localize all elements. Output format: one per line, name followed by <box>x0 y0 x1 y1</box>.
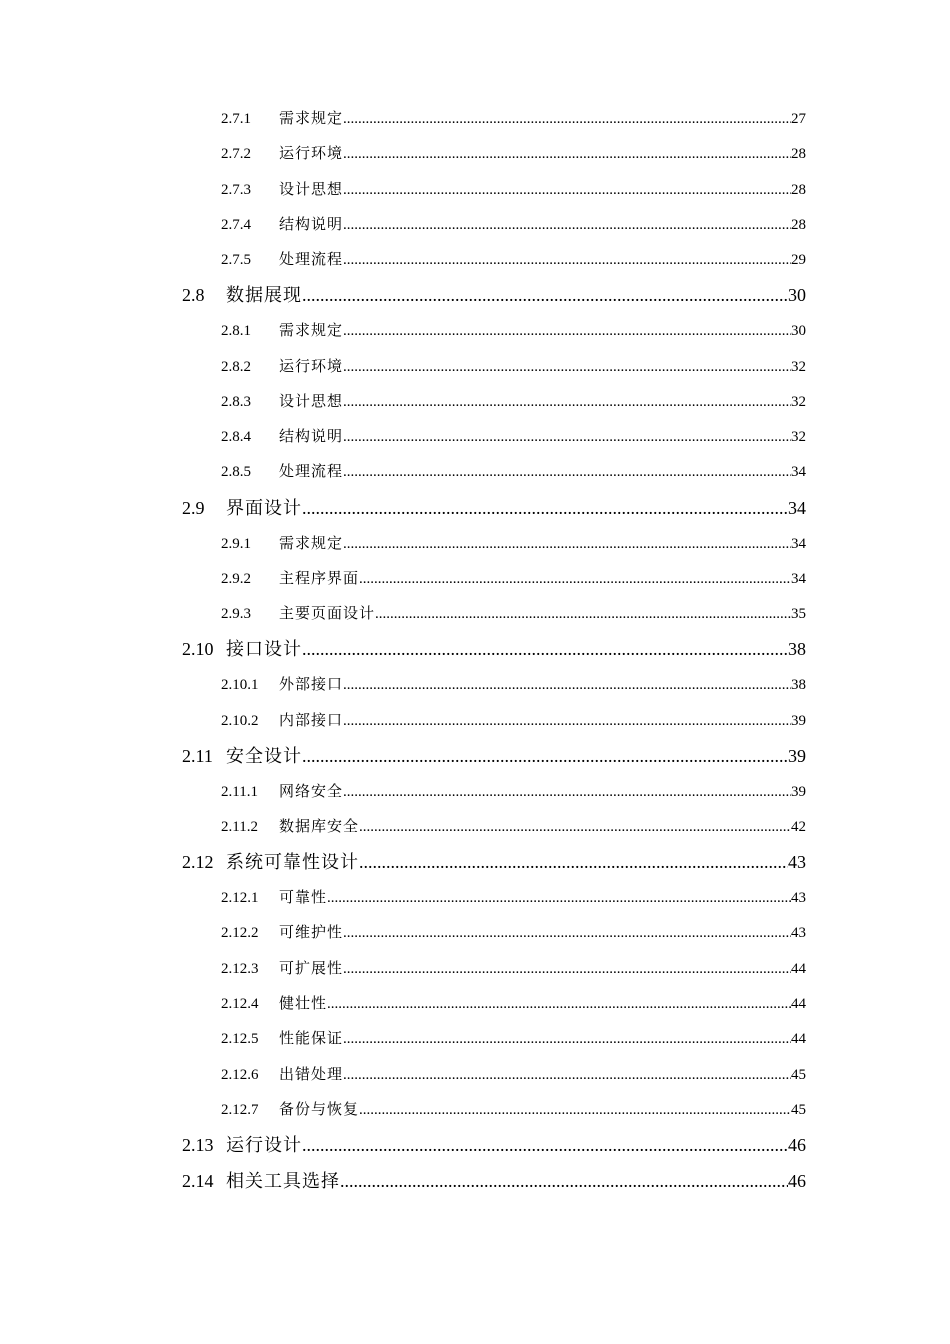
toc-entry-page: 46 <box>788 1170 806 1191</box>
toc-entry-title: 安全设计 <box>226 745 302 766</box>
toc-entry-number: 2.12.3 <box>221 960 259 977</box>
toc-entry-title: 主要页面设计 <box>279 606 376 623</box>
toc-entry[interactable] <box>0 952 950 987</box>
toc-entry[interactable] <box>0 739 950 775</box>
toc-dot-leader <box>343 668 791 703</box>
toc-entry[interactable] <box>0 208 950 243</box>
toc-entry-page: 39 <box>791 712 806 729</box>
toc-entry-number: 2.9 <box>182 497 205 518</box>
toc-dot-leader <box>343 420 791 455</box>
toc-entry[interactable] <box>0 278 950 314</box>
toc-entry[interactable] <box>0 314 950 349</box>
toc-entry[interactable] <box>0 137 950 172</box>
toc-entry-number: 2.9.3 <box>221 606 251 623</box>
toc-dot-leader <box>340 1164 788 1200</box>
toc-entry[interactable] <box>0 350 950 385</box>
toc-entry-page: 29 <box>791 252 806 269</box>
toc-entry-number: 2.12.2 <box>221 925 259 942</box>
toc-entry[interactable] <box>0 1128 950 1164</box>
toc-entry-number: 2.14 <box>182 1170 214 1191</box>
toc-dot-leader <box>302 278 788 314</box>
toc-entry[interactable] <box>0 243 950 278</box>
toc-entry-title: 需求规定 <box>279 535 344 552</box>
toc-entry-title: 结构说明 <box>279 216 344 233</box>
toc-dot-leader <box>343 350 791 385</box>
toc-entry-number: 2.7.5 <box>221 252 251 269</box>
toc-entry-number: 2.12.5 <box>221 1031 259 1048</box>
toc-entry-title: 运行设计 <box>226 1135 302 1156</box>
toc-entry[interactable] <box>0 810 950 845</box>
toc-entry[interactable] <box>0 881 950 916</box>
toc-entry-number: 2.12.7 <box>221 1101 259 1118</box>
toc-entry-title: 接口设计 <box>226 639 302 660</box>
toc-dot-leader <box>343 314 791 349</box>
toc-entry-title: 可维护性 <box>279 925 344 942</box>
toc-entry-page: 43 <box>788 852 806 873</box>
toc-entry-title: 处理流程 <box>279 252 344 269</box>
toc-entry-title: 外部接口 <box>279 677 344 694</box>
toc-entry-title: 内部接口 <box>279 712 344 729</box>
toc-entry-page: 38 <box>788 639 806 660</box>
toc-entry[interactable] <box>0 385 950 420</box>
toc-entry-page: 34 <box>791 464 806 481</box>
toc-entry-page: 43 <box>791 890 806 907</box>
toc-entry[interactable] <box>0 1164 950 1200</box>
toc-entry-page: 45 <box>791 1101 806 1118</box>
toc-entry-title: 网络安全 <box>279 783 344 800</box>
toc-entry-page: 38 <box>791 677 806 694</box>
toc-entry-page: 28 <box>791 181 806 198</box>
toc-entry-title: 运行环境 <box>279 358 344 375</box>
toc-entry-page: 30 <box>791 323 806 340</box>
toc-dot-leader <box>327 881 791 916</box>
toc-entry[interactable] <box>0 1058 950 1093</box>
toc-entry-title: 性能保证 <box>279 1031 344 1048</box>
toc-dot-leader <box>302 739 788 775</box>
toc-entry-number: 2.8 <box>182 285 205 306</box>
toc-entry-number: 2.11.2 <box>221 818 258 835</box>
toc-dot-leader <box>343 243 791 278</box>
toc-entry-page: 32 <box>791 358 806 375</box>
toc-entry[interactable] <box>0 102 950 137</box>
toc-entry-page: 28 <box>791 146 806 163</box>
toc-dot-leader <box>343 1058 791 1093</box>
toc-entry[interactable] <box>0 455 950 490</box>
toc-entry-number: 2.12.6 <box>221 1066 259 1083</box>
toc-entry-title: 结构说明 <box>279 429 344 446</box>
toc-entry-title: 系统可靠性设计 <box>226 852 359 873</box>
toc-entry-number: 2.13 <box>182 1135 214 1156</box>
toc-entry-page: 32 <box>791 429 806 446</box>
toc-entry[interactable] <box>0 173 950 208</box>
toc-entry-page: 46 <box>788 1135 806 1156</box>
toc-dot-leader <box>343 704 791 739</box>
table-of-contents <box>0 102 950 1200</box>
toc-entry-number: 2.12.4 <box>221 995 259 1012</box>
toc-entry-page: 34 <box>788 497 806 518</box>
toc-entry-number: 2.12 <box>182 852 214 873</box>
toc-dot-leader <box>302 632 788 668</box>
toc-entry-page: 32 <box>791 393 806 410</box>
toc-dot-leader <box>302 491 788 527</box>
toc-dot-leader <box>343 102 791 137</box>
toc-entry[interactable] <box>0 668 950 703</box>
toc-entry-number: 2.10.1 <box>221 677 259 694</box>
toc-entry-number: 2.8.5 <box>221 464 251 481</box>
toc-entry[interactable] <box>0 916 950 951</box>
toc-entry-title: 数据库安全 <box>279 818 360 835</box>
toc-entry-title: 主程序界面 <box>279 570 360 587</box>
toc-dot-leader <box>359 810 791 845</box>
toc-dot-leader <box>343 527 791 562</box>
toc-entry[interactable] <box>0 527 950 562</box>
toc-dot-leader <box>375 597 791 632</box>
toc-entry-title: 相关工具选择 <box>226 1170 340 1191</box>
toc-entry-title: 备份与恢复 <box>279 1101 360 1118</box>
toc-dot-leader <box>343 952 791 987</box>
toc-entry-page: 44 <box>791 995 806 1012</box>
toc-entry-page: 39 <box>791 783 806 800</box>
toc-dot-leader <box>343 137 791 172</box>
toc-entry-title: 运行环境 <box>279 146 344 163</box>
toc-entry-title: 健壮性 <box>279 995 328 1012</box>
toc-entry-page: 30 <box>788 285 806 306</box>
toc-entry-number: 2.12.1 <box>221 890 259 907</box>
toc-entry[interactable] <box>0 597 950 632</box>
toc-entry[interactable] <box>0 704 950 739</box>
toc-dot-leader <box>343 455 791 490</box>
toc-entry[interactable] <box>0 1022 950 1057</box>
toc-entry-title: 出错处理 <box>279 1066 344 1083</box>
toc-entry-page: 35 <box>791 606 806 623</box>
toc-entry-page: 39 <box>788 745 806 766</box>
toc-entry-number: 2.9.1 <box>221 535 251 552</box>
toc-entry-number: 2.8.2 <box>221 358 251 375</box>
toc-entry-page: 27 <box>791 111 806 127</box>
toc-entry-number: 2.11.1 <box>221 783 258 800</box>
toc-entry-page: 28 <box>791 216 806 233</box>
toc-dot-leader <box>302 1128 788 1164</box>
toc-entry-title: 可靠性 <box>279 890 328 907</box>
toc-entry-page: 34 <box>791 570 806 587</box>
toc-entry-number: 2.7.4 <box>221 216 251 233</box>
toc-entry[interactable] <box>0 775 950 810</box>
toc-dot-leader <box>359 1093 791 1128</box>
toc-dot-leader <box>359 845 788 881</box>
toc-entry[interactable] <box>0 420 950 455</box>
toc-entry[interactable] <box>0 562 950 597</box>
toc-dot-leader <box>359 562 791 597</box>
toc-dot-leader <box>343 916 791 951</box>
toc-entry-number: 2.10.2 <box>221 712 259 729</box>
toc-entry-number: 2.7.1 <box>221 111 251 127</box>
toc-entry-number: 2.8.1 <box>221 323 251 340</box>
toc-entry-title: 设计思想 <box>279 181 344 198</box>
toc-entry-page: 34 <box>791 535 806 552</box>
toc-entry-title: 数据展现 <box>226 285 302 306</box>
toc-entry[interactable] <box>0 491 950 527</box>
toc-entry-title: 需求规定 <box>279 323 344 340</box>
toc-dot-leader <box>343 208 791 243</box>
toc-entry[interactable] <box>0 987 950 1022</box>
toc-entry-page: 43 <box>791 925 806 942</box>
toc-entry-page: 44 <box>791 960 806 977</box>
toc-entry[interactable] <box>0 632 950 668</box>
toc-dot-leader <box>343 775 791 810</box>
toc-entry-number: 2.11 <box>182 745 213 766</box>
toc-entry-number: 2.8.4 <box>221 429 251 446</box>
toc-entry-number: 2.7.3 <box>221 181 251 198</box>
toc-entry-page: 45 <box>791 1066 806 1083</box>
toc-dot-leader <box>327 987 791 1022</box>
toc-entry-page: 42 <box>791 818 806 835</box>
toc-dot-leader <box>343 1022 791 1057</box>
toc-entry-title: 设计思想 <box>279 393 344 410</box>
toc-entry-title: 处理流程 <box>279 464 344 481</box>
toc-dot-leader <box>343 173 791 208</box>
toc-entry[interactable] <box>0 1093 950 1128</box>
toc-entry-number: 2.8.3 <box>221 393 251 410</box>
toc-entry[interactable] <box>0 845 950 881</box>
toc-dot-leader <box>343 385 791 420</box>
toc-entry-number: 2.7.2 <box>221 146 251 163</box>
toc-entry-number: 2.9.2 <box>221 570 251 587</box>
toc-entry-title: 需求规定 <box>279 111 344 127</box>
toc-entry-number: 2.10 <box>182 639 214 660</box>
toc-entry-title: 界面设计 <box>226 497 302 518</box>
toc-entry-title: 可扩展性 <box>279 960 344 977</box>
toc-entry-page: 44 <box>791 1031 806 1048</box>
